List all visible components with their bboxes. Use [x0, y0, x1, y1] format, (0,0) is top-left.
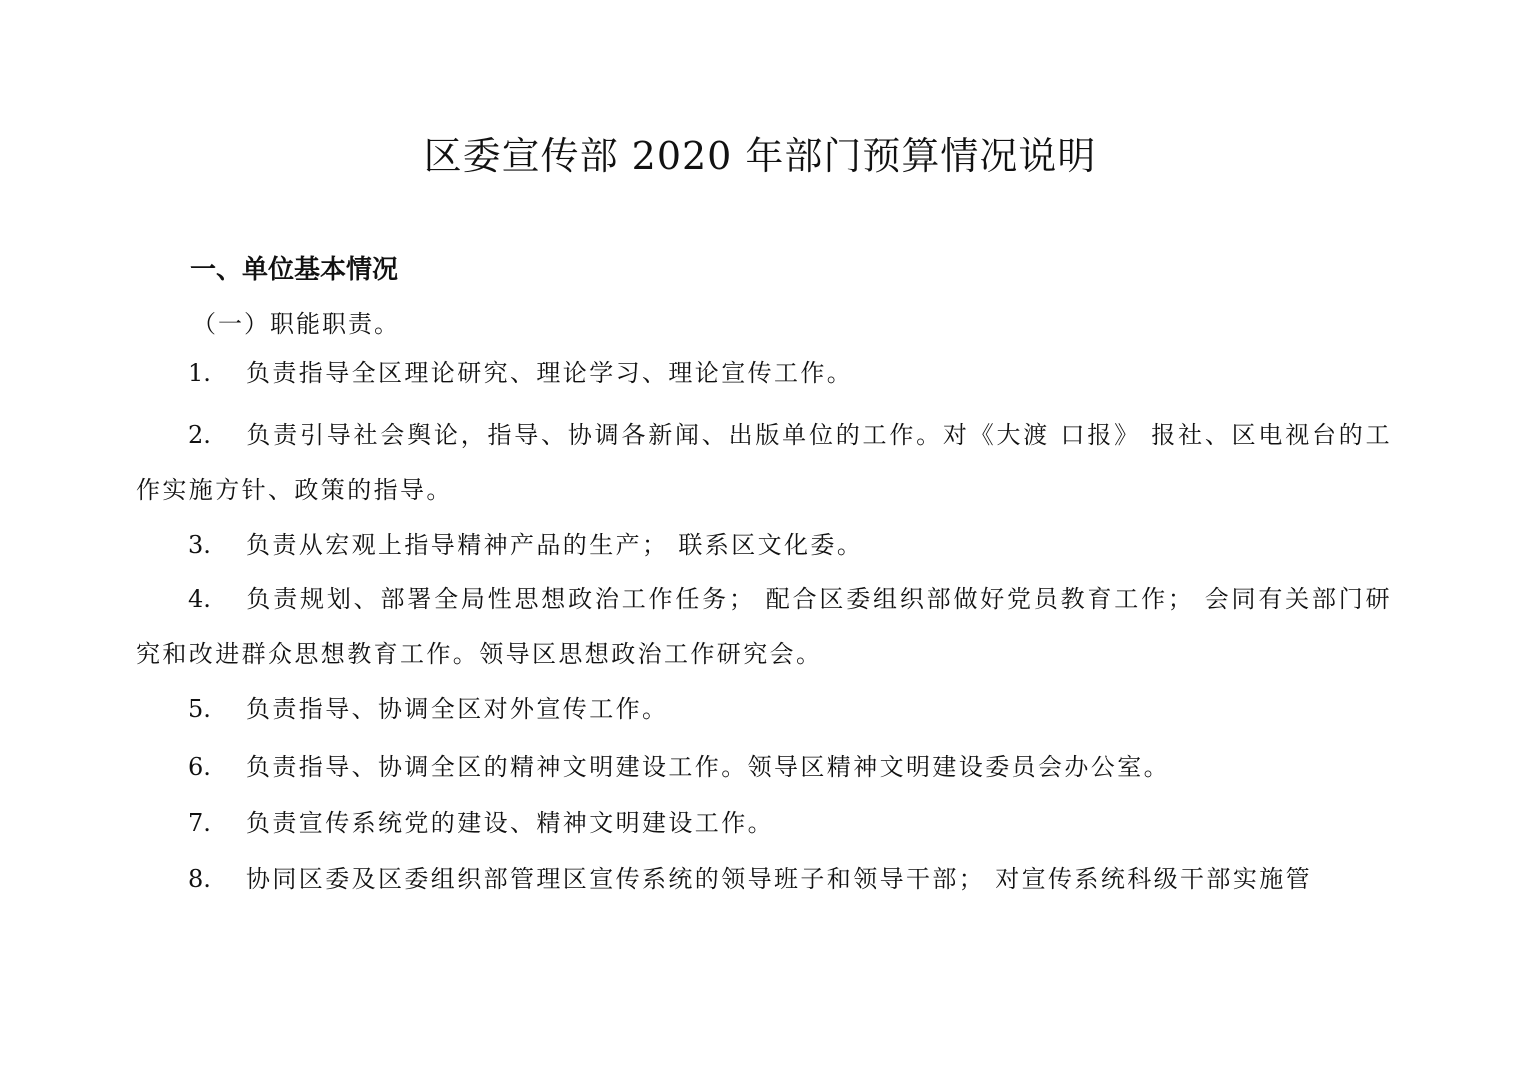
- item-text: 负责引导社会舆论，指导、协调各新闻、出版单位的工作。对《大渡 口报》 报社、区电视台的工作实施方针、政策的指导。: [136, 421, 1392, 504]
- duty-item-7: [136, 796, 1392, 851]
- item-text: 负责指导全区理论研究、理论学习、理论宣传工作。: [246, 359, 854, 387]
- document-title: 区委宣传部 2020 年部门预算情况说明: [423, 134, 1097, 178]
- duty-item-5: [136, 682, 1392, 737]
- item-number: 2.: [188, 421, 211, 449]
- duty-item-3: [136, 518, 1392, 573]
- item-text: 协同区委及区委组织部管理区宣传系统的领导班子和领导干部； 对宣传系统科级干部实施管: [246, 865, 1313, 893]
- duty-item-4: [136, 572, 1392, 682]
- duty-item-8: [136, 852, 1392, 907]
- item-number: 6.: [188, 753, 211, 781]
- item-text: 负责规划、部署全局性思想政治工作任务； 配合区委组织部做好党员教育工作； 会同有关部门研究和改进群众思想教育工作。领导区思想政治工作研究会。: [136, 585, 1392, 668]
- item-text: 负责指导、协调全区对外宣传工作。: [246, 695, 669, 723]
- subsection-heading: （一）职能职责。: [192, 310, 400, 338]
- item-number: 7.: [188, 809, 211, 837]
- item-number: 4.: [188, 585, 211, 613]
- item-text: 负责宣传系统党的建设、精神文明建设工作。: [246, 809, 774, 837]
- item-number: 5.: [188, 695, 211, 723]
- item-number: 8.: [188, 865, 211, 893]
- duty-item-6: [136, 740, 1392, 795]
- duty-item-1: [136, 346, 1392, 401]
- duty-item-2: [136, 408, 1392, 518]
- item-number: 1.: [188, 359, 211, 387]
- item-number: 3.: [188, 531, 211, 559]
- item-text: 负责指导、协调全区的精神文明建设工作。领导区精神文明建设委员会办公室。: [246, 753, 1170, 781]
- item-text: 负责从宏观上指导精神产品的生产； 联系区文化委。: [246, 531, 864, 559]
- section-heading: 一、单位基本情况: [190, 255, 399, 285]
